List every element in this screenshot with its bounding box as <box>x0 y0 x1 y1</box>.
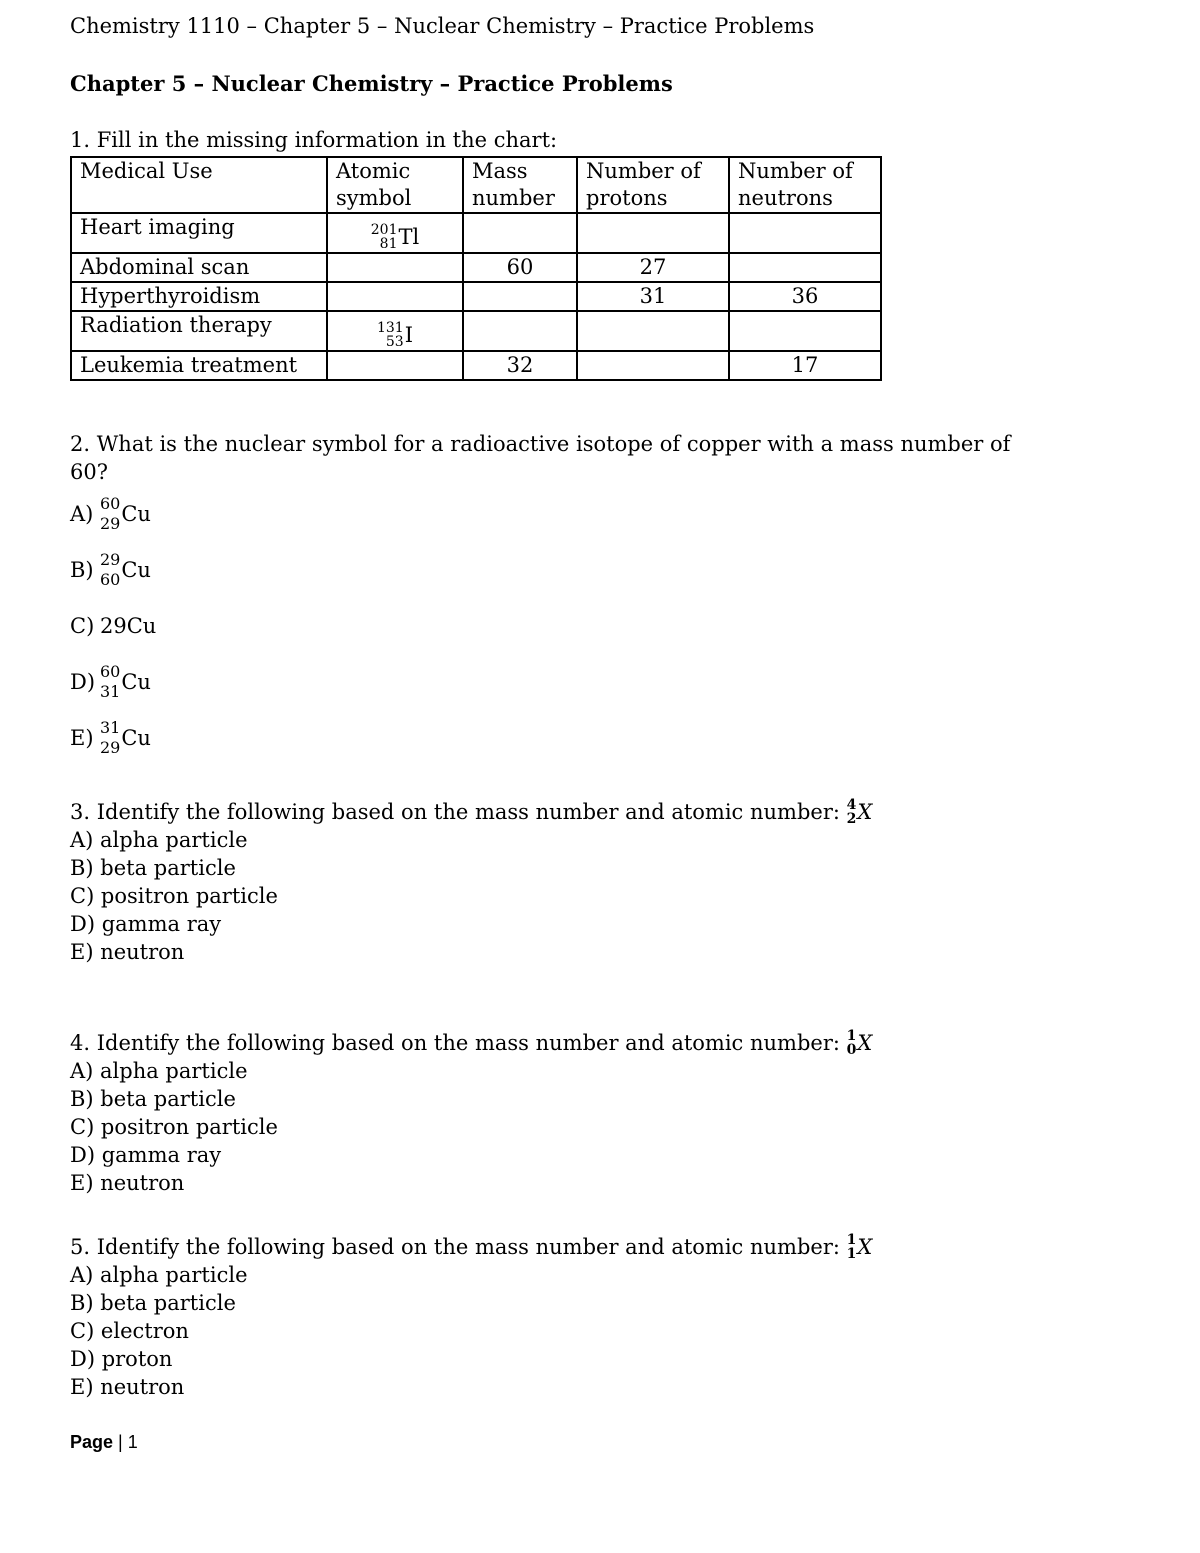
particle-symbol: 4 2 X <box>846 797 873 827</box>
page-header: Chemistry 1110 – Chapter 5 – Nuclear Chemistry – Practice Problems <box>70 14 815 38</box>
neutrons-cell <box>729 311 881 351</box>
answer-option: B) beta particle <box>70 1087 236 1111</box>
column-header: Atomic symbol <box>327 157 463 213</box>
column-header: Number of neutrons <box>729 157 881 213</box>
page-footer <box>70 1432 138 1453</box>
isotope-chart <box>70 156 882 381</box>
answer-option: A) alpha particle <box>70 1263 248 1287</box>
table-row <box>71 282 881 311</box>
answer-option: A) alpha particle <box>70 828 248 852</box>
particle-symbol: 1 1 X <box>846 1232 873 1262</box>
mass-number-cell: 32 <box>463 351 577 380</box>
page-title: Chapter 5 – Nuclear Chemistry – Practice Problems <box>70 71 673 96</box>
page-separator: | <box>118 1432 123 1452</box>
table-row <box>71 311 881 351</box>
atomic-symbol-cell <box>327 351 463 380</box>
column-header: Number of protons <box>577 157 729 213</box>
question-5 <box>70 1233 872 1401</box>
question-3 <box>70 798 872 966</box>
answer-option: C) positron particle <box>70 884 278 908</box>
question-1-prompt: 1. Fill in the missing information in the chart: <box>70 128 558 152</box>
mass-number-cell <box>463 311 577 351</box>
answer-option: E) 31 29 Cu <box>70 718 151 757</box>
answer-option: D) gamma ray <box>70 1143 222 1167</box>
neutrons-cell <box>729 213 881 253</box>
neutrons-cell <box>729 253 881 282</box>
answer-option: D) 60 31 Cu <box>70 662 151 701</box>
answer-option: E) neutron <box>70 940 185 964</box>
answer-option: A) alpha particle <box>70 1059 248 1083</box>
question-2-prompt-line-1: 2. What is the nuclear symbol for a radioactive isotope of copper with a mass number of <box>70 432 1011 456</box>
page-label: Page <box>70 1432 114 1452</box>
table-row <box>71 351 881 380</box>
answer-option: A) 60 29 Cu <box>70 494 151 533</box>
protons-cell: 31 <box>577 282 729 311</box>
answer-option: C) 29Cu <box>70 614 157 638</box>
answer-option: B) beta particle <box>70 856 236 880</box>
mass-number-cell <box>463 282 577 311</box>
medical-use-cell: Hyperthyroidism <box>71 282 327 311</box>
particle-symbol: 1 0 X <box>846 1028 873 1058</box>
protons-cell: 27 <box>577 253 729 282</box>
table-row <box>71 253 881 282</box>
protons-cell <box>577 213 729 253</box>
medical-use-cell: Radiation therapy <box>71 311 327 351</box>
neutrons-cell: 17 <box>729 351 881 380</box>
answer-option: E) neutron <box>70 1375 185 1399</box>
question-5-prompt: 5. Identify the following based on the mass number and atomic number: 1 1 X <box>70 1232 873 1262</box>
atomic-symbol-cell: 201 81 Tl <box>327 213 463 253</box>
medical-use-cell: Heart imaging <box>71 213 327 253</box>
answer-option: C) positron particle <box>70 1115 278 1139</box>
answer-option: B) beta particle <box>70 1291 236 1315</box>
atomic-symbol-cell: 131 53 I <box>327 311 463 351</box>
column-header: Medical Use <box>71 157 327 213</box>
column-header: Mass number <box>463 157 577 213</box>
answer-option: E) neutron <box>70 1171 185 1195</box>
answer-option: C) electron <box>70 1319 189 1343</box>
mass-number-cell <box>463 213 577 253</box>
answer-option: D) proton <box>70 1347 173 1371</box>
question-4-prompt: 4. Identify the following based on the mass number and atomic number: 1 0 X <box>70 1028 873 1058</box>
answer-option: D) gamma ray <box>70 912 222 936</box>
page-number: 1 <box>127 1432 138 1452</box>
protons-cell <box>577 311 729 351</box>
answer-option: B) 29 60 Cu <box>70 550 151 589</box>
medical-use-cell: Leukemia treatment <box>71 351 327 380</box>
table-row <box>71 213 881 253</box>
neutrons-cell: 36 <box>729 282 881 311</box>
question-2-prompt-line-2: 60? <box>70 460 108 484</box>
question-4 <box>70 1029 872 1197</box>
medical-use-cell: Abdominal scan <box>71 253 327 282</box>
protons-cell <box>577 351 729 380</box>
question-2 <box>70 430 1010 766</box>
atomic-symbol-cell <box>327 253 463 282</box>
table-header-row <box>71 157 881 213</box>
question-3-prompt: 3. Identify the following based on the mass number and atomic number: 4 2 X <box>70 797 873 827</box>
atomic-symbol-cell <box>327 282 463 311</box>
mass-number-cell: 60 <box>463 253 577 282</box>
